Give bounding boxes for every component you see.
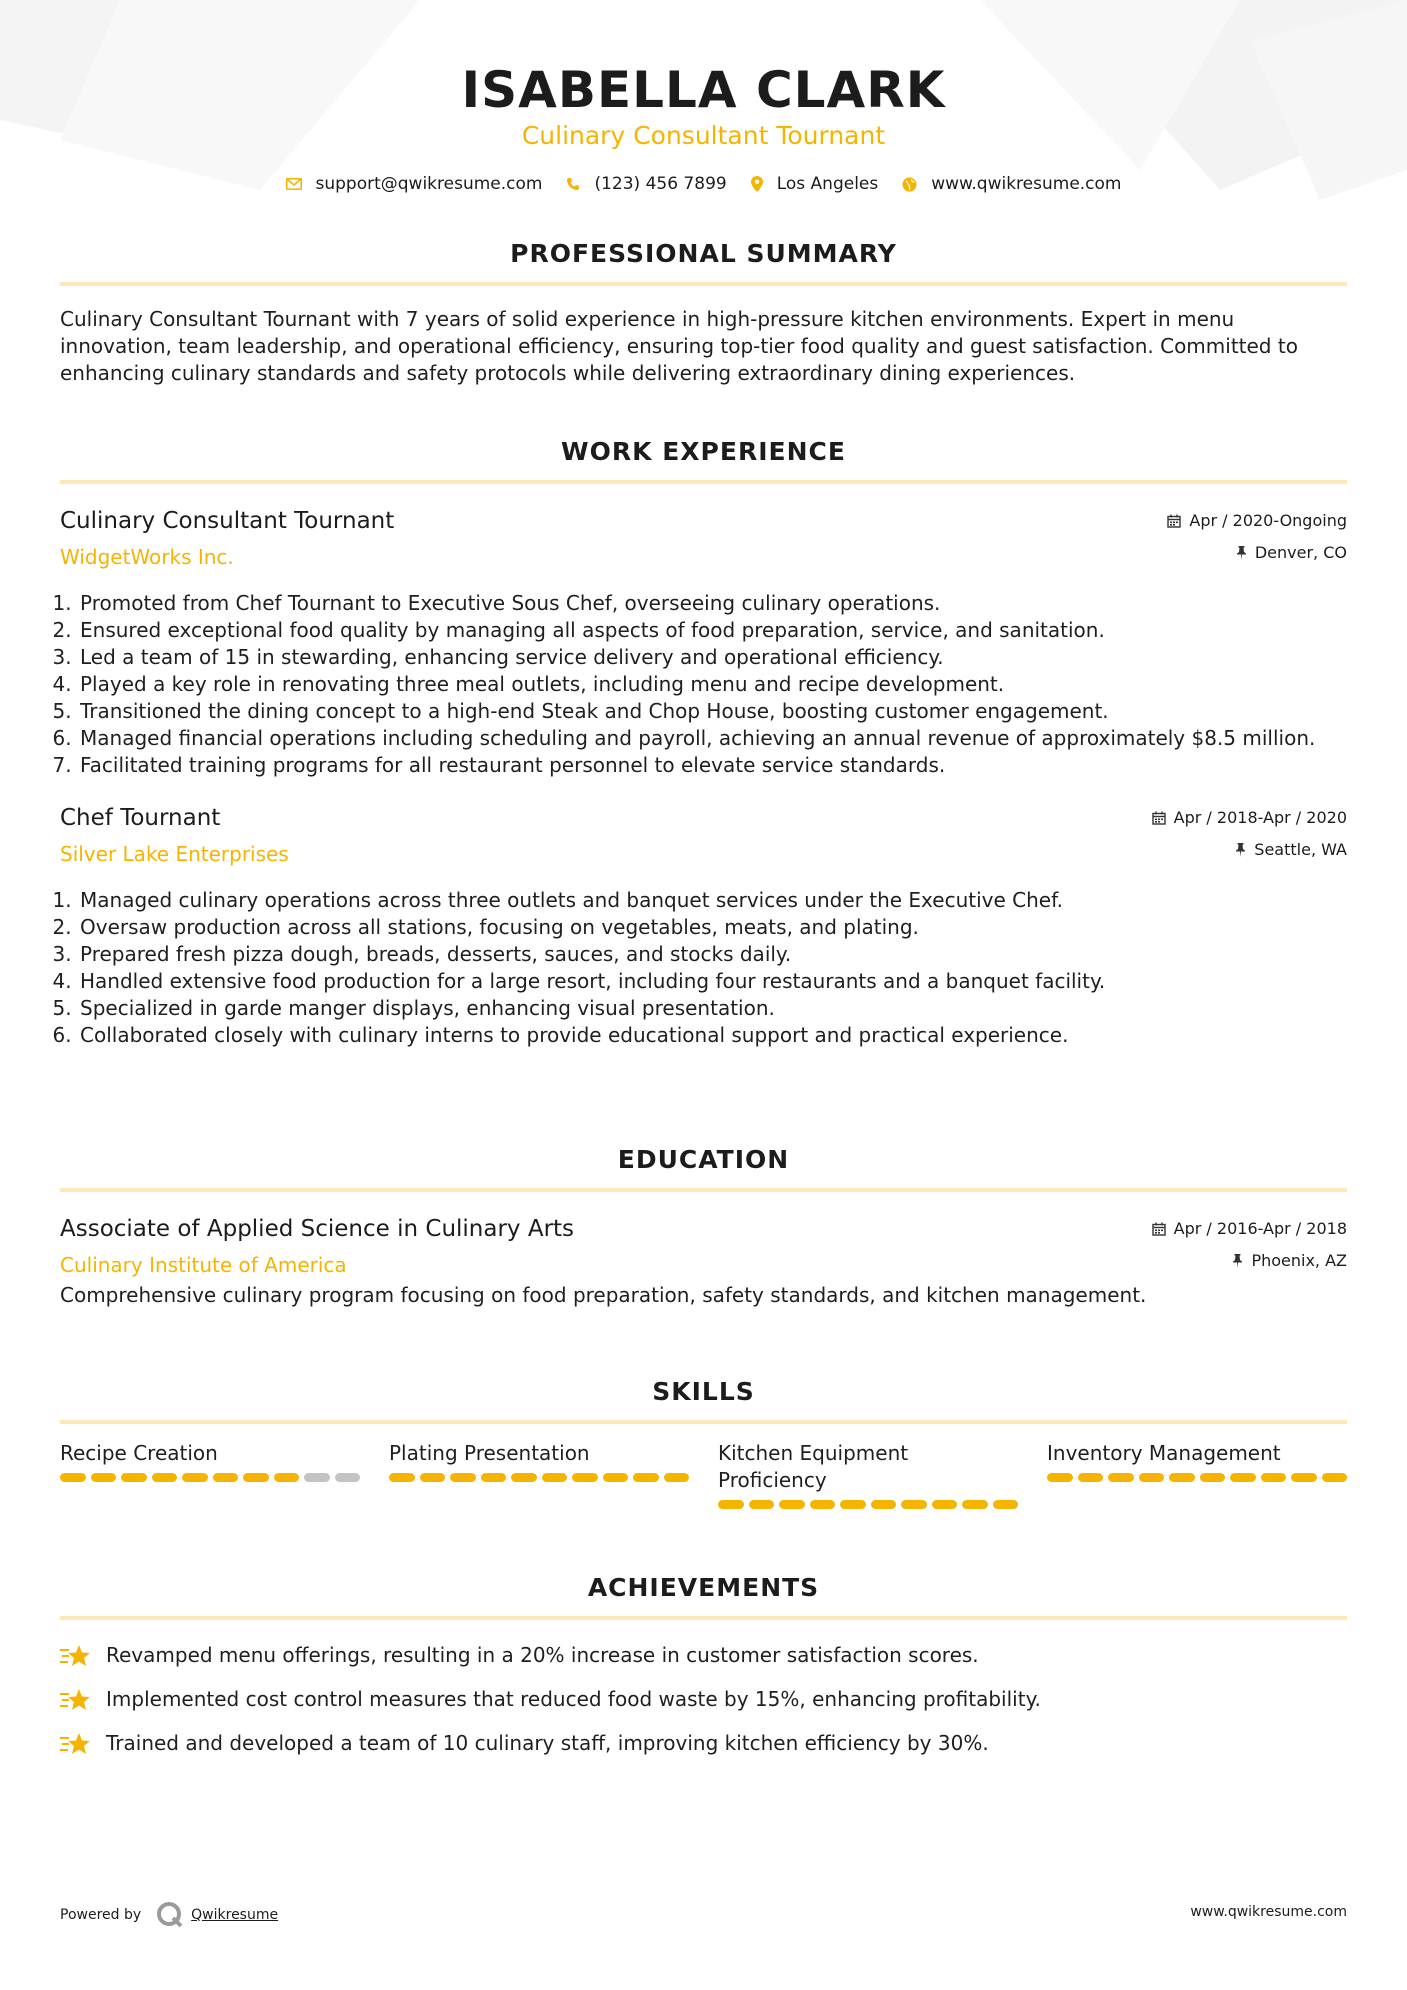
skill-name: Recipe Creation	[60, 1441, 218, 1465]
list-item: 3. Led a team of 15 in stewarding, enhancing service delivery and operational efficiency.	[78, 644, 1347, 671]
rating-dot-filled	[603, 1473, 629, 1482]
rating-dot-filled	[60, 1473, 86, 1482]
rating-dot-filled	[182, 1473, 208, 1482]
skill-rating	[1047, 1473, 1347, 1482]
job-title: Chef Tournant	[60, 805, 221, 831]
contact-website[interactable]	[902, 174, 1121, 194]
rating-dot-filled	[633, 1473, 659, 1482]
achievement-text: Implemented cost control measures that reduced food waste by 15%, enhancing profitability.	[106, 1687, 1041, 1711]
rating-dot-filled	[572, 1473, 598, 1482]
rating-dot-filled	[932, 1500, 958, 1509]
pushpin-icon	[1236, 546, 1247, 560]
skills-section	[60, 1376, 1347, 1509]
education-location-text: Phoenix, AZ	[1251, 1251, 1347, 1270]
achievements-list	[60, 1642, 1347, 1757]
rating-dot-empty	[304, 1473, 330, 1482]
skill-name: Kitchen Equipment Proficiency	[718, 1441, 909, 1492]
section-title: WORK EXPERIENCE	[561, 437, 846, 466]
rating-dot-filled	[779, 1500, 805, 1509]
achievement-text: Revamped menu offerings, resulting in a 20% increase in customer satisfaction scores.	[106, 1643, 979, 1667]
job-date	[1152, 807, 1347, 829]
shooting-star-icon	[60, 1687, 92, 1713]
contact-bar	[0, 174, 1407, 194]
school-name: Culinary Institute of America	[60, 1253, 347, 1277]
skill-rating	[60, 1473, 360, 1482]
qwikresume-logo-icon	[155, 1900, 185, 1930]
section-divider	[60, 1616, 1347, 1620]
education-description: Comprehensive culinary program focusing on food preparation, safety standards, and kitchen management.	[60, 1283, 1147, 1307]
rating-dot-empty	[335, 1473, 361, 1482]
list-item: 1. Promoted from Chef Tournant to Executive Sous Chef, overseeing culinary operations.	[78, 590, 1347, 617]
contact-location	[751, 174, 879, 194]
job-bullets	[60, 887, 1347, 1049]
rating-dot-filled	[993, 1500, 1019, 1509]
job-date-text: Apr / 2020-Ongoing	[1189, 511, 1347, 530]
job-header	[60, 803, 1347, 873]
education-date-text: Apr / 2016-Apr / 2018	[1173, 1219, 1347, 1238]
powered-by	[60, 1900, 278, 1930]
qwikresume-link[interactable]: Qwikresume	[191, 1907, 279, 1923]
envelope-icon	[286, 178, 302, 190]
job-company: Silver Lake Enterprises	[60, 842, 289, 866]
pushpin-icon	[1235, 843, 1246, 857]
job-location-text: Denver, CO	[1254, 543, 1347, 562]
rating-dot-filled	[1230, 1473, 1256, 1482]
section-divider	[60, 282, 1347, 286]
degree-title: Associate of Applied Science in Culinary Arts	[60, 1216, 575, 1242]
section-divider	[60, 480, 1347, 484]
achievement-text: Trained and developed a team of 10 culinary staff, improving kitchen efficiency by 30%.	[106, 1731, 989, 1755]
rating-dot-filled	[749, 1500, 775, 1509]
job-title: Culinary Consultant Tournant	[60, 508, 395, 534]
achievement-item	[60, 1730, 1347, 1757]
education-location	[1232, 1250, 1347, 1272]
rating-dot-filled	[481, 1473, 507, 1482]
job-header	[60, 506, 1347, 576]
job-location	[1235, 839, 1347, 861]
footer-website[interactable]: www.qwikresume.com	[1190, 1904, 1347, 1920]
candidate-title: Culinary Consultant Tournant	[521, 121, 886, 150]
list-item: 2. Ensured exceptional food quality by managing all aspects of food preparation, service, and sanitation.	[78, 617, 1347, 644]
education-header	[60, 1214, 1347, 1284]
rating-dot-filled	[1047, 1473, 1073, 1482]
calendar-icon	[1152, 811, 1166, 825]
skill-item	[389, 1440, 689, 1509]
job-location	[1236, 542, 1347, 564]
rating-dot-filled	[1078, 1473, 1104, 1482]
education-date	[1152, 1218, 1347, 1240]
skill-item	[1047, 1440, 1347, 1509]
rating-dot-filled	[1108, 1473, 1134, 1482]
pushpin-icon	[1232, 1254, 1243, 1268]
globe-icon	[902, 177, 917, 192]
rating-dot-filled	[213, 1473, 239, 1482]
section-divider	[60, 1420, 1347, 1424]
section-title: EDUCATION	[617, 1145, 790, 1174]
job-entry	[60, 506, 1347, 779]
rating-dot-filled	[121, 1473, 147, 1482]
job-company: WidgetWorks Inc.	[60, 545, 234, 569]
rating-dot-filled	[1291, 1473, 1317, 1482]
calendar-icon	[1152, 1222, 1166, 1236]
list-item: 4. Handled extensive food production for a large resort, including four restaurants and a banquet facility.	[78, 968, 1347, 995]
rating-dot-filled	[91, 1473, 117, 1482]
list-item: 6. Collaborated closely with culinary interns to provide educational support and practical experience.	[78, 1022, 1347, 1049]
list-item: 3. Prepared fresh pizza dough, breads, desserts, sauces, and stocks daily.	[78, 941, 1347, 968]
job-entry	[60, 803, 1347, 1049]
powered-by-label: Powered by	[60, 1907, 142, 1923]
shooting-star-icon	[60, 1731, 92, 1757]
rating-dot-filled	[511, 1473, 537, 1482]
section-title: PROFESSIONAL SUMMARY	[510, 239, 897, 268]
resume-header	[0, 58, 1407, 194]
map-pin-icon	[751, 176, 763, 192]
rating-dot-filled	[901, 1500, 927, 1509]
rating-dot-filled	[810, 1500, 836, 1509]
email-text: support@qwikresume.com	[315, 174, 543, 194]
section-title: ACHIEVEMENTS	[587, 1573, 820, 1602]
rating-dot-filled	[1322, 1473, 1348, 1482]
calendar-icon	[1167, 514, 1181, 528]
phone-icon	[566, 177, 580, 191]
rating-dot-filled	[718, 1500, 744, 1509]
skill-rating	[389, 1473, 689, 1482]
job-date-text: Apr / 2018-Apr / 2020	[1173, 808, 1347, 827]
rating-dot-filled	[962, 1500, 988, 1509]
rating-dot-filled	[664, 1473, 690, 1482]
skill-item	[60, 1440, 360, 1509]
rating-dot-filled	[840, 1500, 866, 1509]
rating-dot-filled	[450, 1473, 476, 1482]
rating-dot-filled	[1139, 1473, 1165, 1482]
shooting-star-icon	[60, 1643, 92, 1669]
rating-dot-filled	[1169, 1473, 1195, 1482]
contact-email[interactable]	[286, 174, 543, 194]
skill-rating	[718, 1500, 1018, 1509]
education-entry	[60, 1214, 1347, 1309]
list-item: 4. Played a key role in renovating three meal outlets, including menu and recipe development.	[78, 671, 1347, 698]
rating-dot-filled	[871, 1500, 897, 1509]
website-text: www.qwikresume.com	[931, 174, 1122, 194]
list-item: 6. Managed financial operations including scheduling and payroll, achieving an annual revenue of approximately $8.5 million.	[78, 725, 1347, 752]
achievement-item	[60, 1642, 1347, 1669]
education-section	[60, 1144, 1347, 1309]
achievement-item	[60, 1686, 1347, 1713]
skill-item	[718, 1440, 1018, 1509]
location-text: Los Angeles	[776, 174, 879, 194]
rating-dot-filled	[542, 1473, 568, 1482]
section-divider	[60, 1188, 1347, 1192]
rating-dot-filled	[389, 1473, 415, 1482]
skill-name: Inventory Management	[1047, 1441, 1281, 1465]
list-item: 7. Facilitated training programs for all restaurant personnel to elevate service standards.	[78, 752, 1347, 779]
summary-text: Culinary Consultant Tournant with 7 years of solid experience in high-pressure kitchen environments. Expert in menu innovation, team leadership, and operational efficiency, ensuring top-tier food quality and guest satisfaction. Committed to enhancing culinary standards and safety protocols while delivering extraordinary dining experiences.	[60, 307, 1298, 385]
list-item: 2. Oversaw production across all stations, focusing on vegetables, meats, and plating.	[78, 914, 1347, 941]
list-item: 5. Transitioned the dining concept to a high-end Steak and Chop House, boosting customer engagement.	[78, 698, 1347, 725]
rating-dot-filled	[152, 1473, 178, 1482]
rating-dot-filled	[1261, 1473, 1287, 1482]
skills-grid	[60, 1440, 1347, 1509]
summary-section	[60, 238, 1347, 387]
job-date	[1167, 510, 1347, 532]
rating-dot-filled	[243, 1473, 269, 1482]
skill-name: Plating Presentation	[389, 1441, 590, 1465]
section-title: SKILLS	[652, 1377, 755, 1406]
rating-dot-filled	[1200, 1473, 1226, 1482]
candidate-name: ISABELLA CLARK	[461, 61, 946, 119]
job-bullets	[60, 590, 1347, 779]
contact-phone[interactable]	[566, 174, 726, 194]
rating-dot-filled	[274, 1473, 300, 1482]
achievements-section	[60, 1572, 1347, 1774]
page-footer	[60, 1900, 1347, 1930]
phone-text: (123) 456 7899	[594, 174, 727, 194]
list-item: 5. Specialized in garde manger displays, enhancing visual presentation.	[78, 995, 1347, 1022]
rating-dot-filled	[420, 1473, 446, 1482]
work-experience-section	[60, 436, 1347, 1049]
list-item: 1. Managed culinary operations across three outlets and banquet services under the Executive Chef.	[78, 887, 1347, 914]
job-location-text: Seattle, WA	[1254, 840, 1347, 859]
